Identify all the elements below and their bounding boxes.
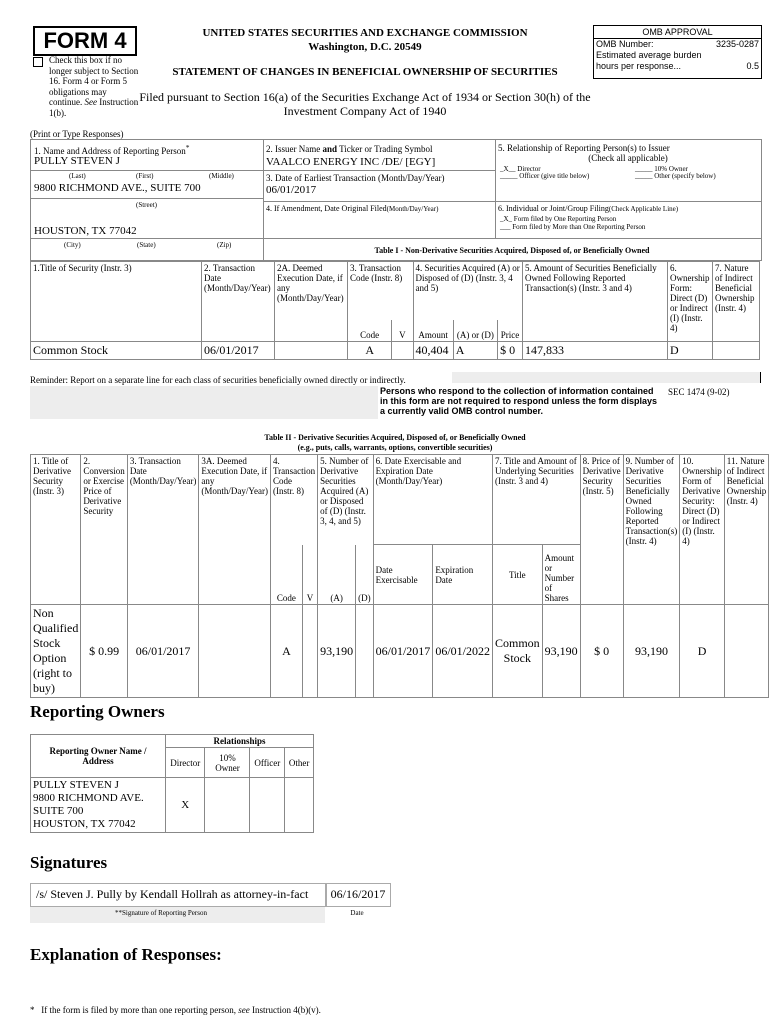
t2-deriv-price: $ 0 — [580, 605, 623, 698]
omb-hours-value: 0.5 — [746, 61, 759, 71]
box4-label-small: (Month/Day/Year) — [386, 205, 439, 213]
issuer-box — [263, 140, 496, 238]
other-line[interactable]: _____ Other (specify below) — [635, 172, 716, 180]
table2-title: Table II - Derivative Securities Acquired, Disposed of, or Beneficially Owned — [264, 433, 526, 442]
table-row — [31, 605, 769, 698]
checkbox-see: See — [84, 97, 97, 107]
t2-expiration: 06/01/2022 — [433, 605, 493, 698]
officer-line[interactable]: _____ Officer (give title below) — [500, 172, 590, 180]
t1-sub-amount: Amount — [413, 320, 453, 342]
t2-deemed — [199, 605, 271, 698]
t1-col6-header: 6. Ownership Form: Direct (D) or Indirect (I) (Instr. 4) — [668, 262, 713, 342]
owners-officer-header: Officer — [250, 748, 285, 778]
omb-hours-label: hours per response... — [596, 61, 682, 71]
owner-10pct — [205, 778, 250, 833]
explanation-see: see — [238, 1005, 250, 1015]
explanation-rest: Instruction 4(b)(v). — [251, 1005, 321, 1015]
box1-label: 1. Name and Address of Reporting Person — [34, 146, 186, 156]
agency-name: UNITED STATES SECURITIES AND EXCHANGE COMMISSION — [202, 27, 528, 39]
t2-c8: 8. Price of Derivative Security (Instr. 5) — [580, 455, 623, 605]
owner-line-4: HOUSTON, TX 77042 — [33, 818, 136, 830]
issuer-name-ticker[interactable]: VAALCO ENERGY INC /DE/ [EGY] — [266, 156, 436, 168]
owners-relationships-header: Relationships — [166, 735, 314, 748]
t2-s-d: (D) — [356, 545, 374, 605]
t2-v — [302, 605, 317, 698]
t1-nature — [713, 342, 760, 360]
t1-col4-header: 4. Securities Acquired (A) or Disposed of (D) (Instr. 3, 4 and 5) — [413, 262, 522, 320]
earliest-transaction-date[interactable]: 06/01/2017 — [266, 184, 317, 196]
filing-one-line[interactable]: _X_ Form filed by One Reporting Person — [500, 215, 617, 223]
t2-exercisable: 06/01/2017 — [373, 605, 433, 698]
t2-c2: 2. Conversion or Exercise Price of Derivative Security — [81, 455, 128, 605]
table2-subtitle: (e.g., puts, calls, warrants, options, convertible securities) — [297, 443, 493, 452]
t1-sub-v: V — [392, 320, 413, 342]
omb-burden-label: Estimated average burden — [596, 50, 702, 60]
explanation-heading: Explanation of Responses: — [30, 945, 222, 964]
table1 — [30, 261, 760, 360]
agency-city: Washington, D.C. 20549 — [308, 41, 422, 53]
t2-c3: 3. Transaction Date (Month/Day/Year) — [127, 455, 199, 605]
t2-date: 06/01/2017 — [127, 605, 199, 698]
t2-d — [356, 605, 374, 698]
signature-date: 06/16/2017 — [330, 887, 386, 901]
t1-sub-price: Price — [498, 320, 523, 342]
box2-label-rest: Ticker or Trading Symbol — [339, 144, 433, 154]
box2-label: 2. Issuer Name — [266, 144, 321, 154]
owners-other-header: Other — [285, 748, 314, 778]
reporting-owners-heading: Reporting Owners — [30, 702, 165, 721]
t1-amount: 40,404 — [413, 342, 453, 360]
middle-caption: (Middle) — [209, 172, 234, 180]
omb-number-value: 3235-0287 — [715, 39, 759, 49]
reporting-person-citystate[interactable]: HOUSTON, TX 77042 — [34, 225, 137, 237]
t1-sub-aord: (A) or (D) — [453, 320, 497, 342]
box4-label: 4. If Amendment, Date Original Filed — [266, 204, 387, 213]
t2-c7: 7. Title and Amount of Underlying Securities (Instr. 3 and 4) — [492, 455, 580, 545]
t1-title: Common Stock — [31, 342, 202, 360]
t2-form: D — [680, 605, 725, 698]
print-type-label: (Print or Type Responses) — [30, 129, 124, 139]
filed-line-1: Filed pursuant to Section 16(a) of the Securities Exchange Act of 1934 or Section 30(h) of the — [139, 90, 591, 104]
t1-sub-code: Code — [348, 320, 392, 342]
last-caption: (Last) — [69, 172, 86, 180]
t2-title: Non Qualified Stock Option (right to buy) — [31, 605, 81, 698]
t1-col2a-header: 2A. Deemed Execution Date, if any (Month/Day/Year) — [275, 262, 348, 342]
date-caption: Date — [350, 909, 364, 917]
box1-mark: * — [185, 143, 190, 152]
t2-c3a: 3A. Deemed Execution Date, if any (Month/Day/Year) — [199, 455, 271, 605]
notice-shaded — [452, 372, 761, 383]
t1-deemed — [275, 342, 348, 360]
street-caption: (Street) — [136, 201, 157, 209]
t2-under-title: Common Stock — [492, 605, 542, 698]
reporting-person-box — [31, 140, 264, 260]
owner-officer — [250, 778, 285, 833]
t1-price: $ 0 — [498, 342, 523, 360]
state-caption: (State) — [137, 241, 156, 249]
reminder-text: Reminder: Report on a separate line for each class of securities beneficially owned directly or indirectly. — [30, 375, 406, 385]
box5-sub: (Check all applicable) — [588, 153, 668, 163]
persons-notice: Persons who respond to the collection of information contained in this form are not required to respond unless the form displays a currently valid OMB control number. — [380, 386, 658, 416]
owner-line-3: SUITE 700 — [33, 805, 84, 817]
t2-owned: 93,190 — [623, 605, 680, 698]
signature-mark: ** — [115, 909, 122, 917]
t1-code: A — [348, 342, 392, 360]
owner-line-1: PULLY STEVEN J — [33, 779, 119, 791]
omb-number-label: OMB Number: — [596, 39, 654, 49]
t1-col3-header: 3. Transaction Code (Instr. 8) — [348, 262, 414, 320]
signature-caption: Signature of Reporting Person — [122, 909, 207, 917]
t2-c1: 1. Title of Derivative Security (Instr. 3) — [31, 455, 81, 605]
owner-other — [285, 778, 314, 833]
checkbox-instr: Instruction 1(b). — [49, 97, 139, 118]
statement-title: STATEMENT OF CHANGES IN BENEFICIAL OWNERSHIP OF SECURITIES — [172, 66, 558, 78]
t1-col1-header: 1.Title of Security (Instr. 3) — [31, 262, 202, 342]
box6-label: 6. Individual or Joint/Group Filing — [498, 204, 609, 213]
owners-10pct-header: 10% Owner — [205, 748, 250, 778]
t2-s-a: (A) — [318, 545, 356, 605]
filing-more-line[interactable]: ___ Form filed by More than One Reporting Person — [500, 223, 646, 231]
box2-and: and — [322, 144, 337, 154]
t1-v — [392, 342, 413, 360]
explanation-mark: * — [30, 1005, 35, 1015]
t1-col2-header: 2. Transaction Date (Month/Day/Year) — [202, 262, 275, 342]
reporting-person-address[interactable]: 9800 RICHMOND AVE., SUITE 700 — [34, 182, 201, 194]
box3-label: 3. Date of Earliest Transaction (Month/Day/Year) — [266, 173, 445, 183]
city-caption: (City) — [64, 241, 81, 249]
signatures-heading: Signatures — [30, 853, 108, 872]
owners-name-header: Reporting Owner Name / Address — [31, 735, 166, 778]
zip-caption: (Zip) — [217, 241, 232, 249]
omb-approval-box — [593, 25, 762, 79]
table-row — [31, 342, 760, 360]
t2-c5: 5. Number of Derivative Securities Acquired (A) or Disposed of (D) (Instr. 3, 4, and 5) — [318, 455, 374, 545]
owners-table — [30, 734, 314, 833]
signature-value: /s/ Steven J. Pully by Kendall Hollrah as attorney-in-fact — [36, 887, 309, 901]
owner10-line[interactable]: _____ 10% Owner — [635, 165, 688, 173]
t2-c10: 10. Ownership Form of Derivative Security: Direct (D) or Indirect (I) (Instr. 4) — [680, 455, 725, 605]
relationship-box — [495, 140, 761, 238]
t2-code: A — [270, 605, 302, 698]
explanation-note: If the form is filed by more than one reporting person, — [41, 1005, 236, 1015]
box5-label: 5. Relationship of Reporting Person(s) to Issuer — [498, 143, 670, 153]
box6-label-small: (Check Applicable Line) — [608, 205, 679, 213]
t2-s-v: V — [302, 545, 317, 605]
owner-line-2: 9800 RICHMOND AVE. — [33, 792, 144, 804]
t2-c4: 4. Transaction Code (Instr. 8) — [270, 455, 317, 545]
form-title: FORM 4 — [33, 26, 137, 56]
checkbox-text: Check this box if no longer subject to Section 16. Form 4 or Form 5 obligations may continue. — [49, 55, 139, 107]
no-longer-subject-checkbox[interactable] — [33, 57, 43, 67]
owner-director: X — [166, 778, 205, 833]
t1-date: 06/01/2017 — [202, 342, 275, 360]
signature-field[interactable] — [30, 883, 327, 907]
t2-c11: 11. Nature of Indirect Beneficial Ownership (Instr. 4) — [724, 455, 768, 605]
t1-col5-header: 5. Amount of Securities Beneficially Owned Following Reported Transaction(s) (Instr. 3 and 4) — [523, 262, 668, 342]
t2-under-amount: 93,190 — [542, 605, 580, 698]
table-row — [31, 778, 314, 833]
t2-price: $ 0.99 — [81, 605, 128, 698]
director-line[interactable]: _X__ Director — [500, 165, 541, 173]
t2-s-code: Code — [270, 545, 302, 605]
t2-s-exercisable: Date Exercisable — [373, 545, 433, 605]
t2-c9: 9. Number of Derivative Securities Beneficially Owned Following Reported Transaction(s) (Instr. 4) — [623, 455, 680, 605]
table2 — [30, 454, 769, 698]
top-boxes — [30, 139, 762, 261]
omb-title: OMB APPROVAL — [594, 26, 761, 39]
t1-col7-header: 7. Nature of Indirect Beneficial Ownership (Instr. 4) — [713, 262, 760, 342]
t2-s-expiration: Expiration Date — [433, 545, 493, 605]
reporting-person-name[interactable]: PULLY STEVEN J — [34, 155, 120, 167]
reminder-shaded — [30, 386, 378, 419]
t2-nature — [724, 605, 768, 698]
t2-a: 93,190 — [318, 605, 356, 698]
t1-form: D — [668, 342, 713, 360]
owners-director-header: Director — [166, 748, 205, 778]
t1-aord: A — [453, 342, 497, 360]
sec-code: SEC 1474 (9-02) — [668, 387, 730, 397]
first-caption: (First) — [136, 172, 154, 180]
t1-owned: 147,833 — [523, 342, 668, 360]
date-field[interactable] — [325, 883, 391, 907]
t2-s-amount: Amount or Number of Shares — [542, 545, 580, 605]
t2-s-title: Title — [492, 545, 542, 605]
t2-c6: 6. Date Exercisable and Expiration Date (Month/Day/Year) — [373, 455, 492, 545]
filed-line-2: Investment Company Act of 1940 — [283, 104, 447, 118]
table1-title: Table I - Non-Derivative Securities Acquired, Disposed of, or Beneficially Owned — [374, 246, 650, 255]
